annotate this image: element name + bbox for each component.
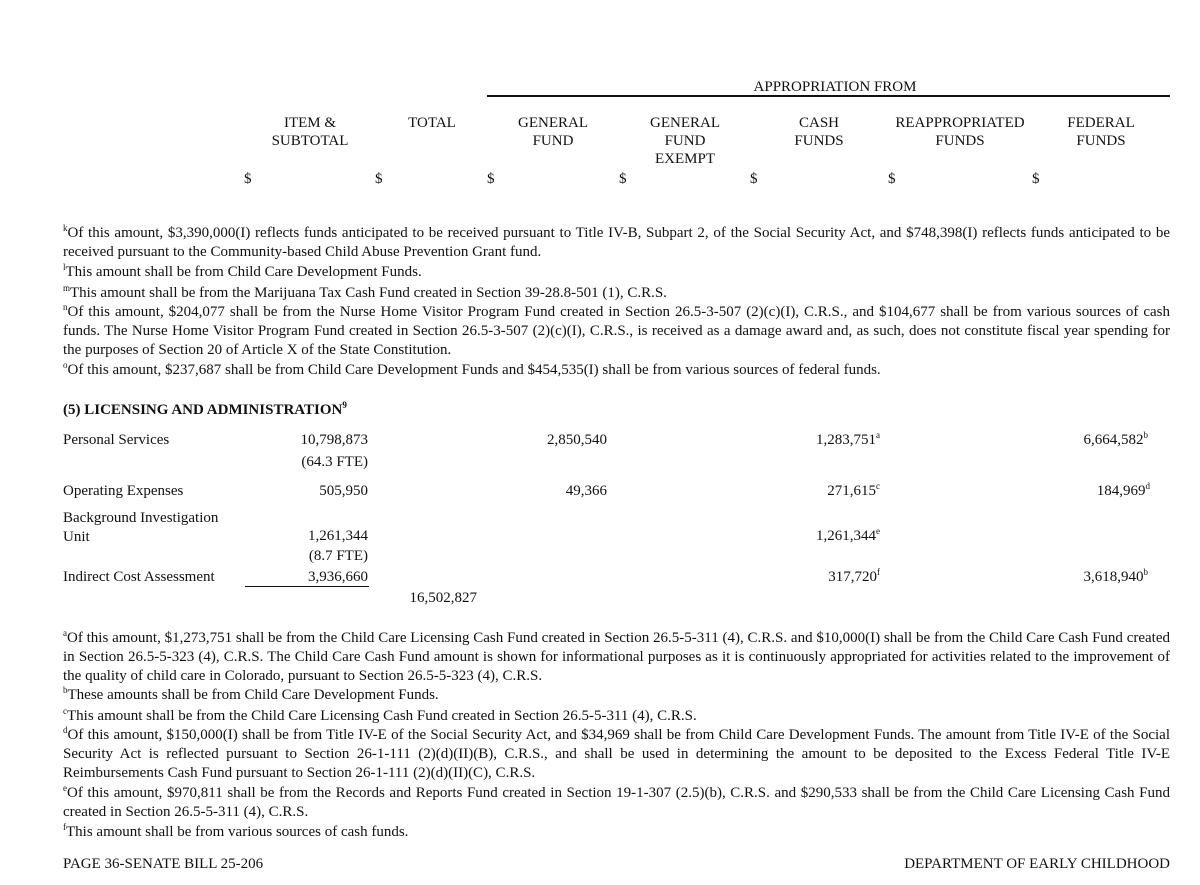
footnote-mark: k	[63, 223, 68, 233]
col-header-federal-funds	[1056, 114, 1146, 150]
general-fund-value: 2,850,540	[547, 432, 607, 448]
col-header-total	[392, 114, 472, 132]
subtotal-rule	[245, 586, 369, 587]
item-value: 3,936,660	[308, 569, 368, 585]
section-title-mark: 9	[342, 400, 347, 410]
footnote-c	[63, 707, 1170, 726]
footnote-text: Of this amount, $237,687 shall be from Child Care Development Funds and $454,535(I) shall be from various sources of federal funds.	[67, 362, 881, 378]
cash-mark: e	[876, 526, 880, 536]
appropriation-from-heading: APPROPRIATION FROM	[753, 79, 917, 95]
federal-funds-value	[1040, 482, 1150, 501]
footnote-m	[63, 284, 1170, 303]
footnote-mark: l	[63, 262, 66, 272]
cash-amount: 1,261,344	[816, 528, 876, 544]
item-value: 10,798,873	[300, 432, 368, 448]
footnote-mark: d	[63, 725, 68, 735]
footnote-mark: o	[63, 360, 68, 370]
header-line: GENERAL	[650, 115, 720, 131]
row-label-background-investigation	[63, 509, 218, 547]
footnote-text: This amount shall be from various sources of cash funds.	[66, 824, 409, 840]
footnote-mark: c	[63, 706, 67, 716]
header-line: FUNDS	[1076, 133, 1126, 149]
header-line: REAPPROPRIATED	[895, 115, 1025, 131]
section-title	[63, 401, 347, 420]
fte-value: (8.7 FTE)	[308, 548, 368, 564]
row-label-line: Background Investigation	[63, 510, 219, 526]
cash-funds-value	[760, 527, 880, 546]
header-line: FUNDS	[935, 133, 985, 149]
fte-value: (64.3 FTE)	[301, 454, 368, 470]
footnote-f	[63, 823, 1170, 842]
cash-amount: 317,720	[828, 569, 877, 585]
header-line: GENERAL	[518, 115, 588, 131]
header-line: CASH	[798, 115, 839, 131]
cash-amount: 271,615	[827, 483, 876, 499]
cash-mark: c	[876, 481, 880, 491]
header-line: FUND	[532, 133, 574, 149]
footnote-text: Of this amount, $150,000(I) shall be from Title IV-E of the Social Security Act, and $34,969 shall be from Child Care Development Funds. The amount from Title IV-E of the Social Security Act is reflected pursuant to Section 26-1-111 (2)(d)(II)(B), C.R.S., and shall be used in determining the amount to be deposited to the Excess Federal Title IV-E Reimbursements Cash Fund pursuant to Section 26-1-111 (2)(d)(II)(C), C.R.S.	[63, 727, 1170, 781]
row-label-indirect-cost-assessment: Indirect Cost Assessment	[63, 569, 215, 585]
header-line: FUNDS	[794, 133, 844, 149]
item-value: 505,950	[319, 483, 368, 499]
footnote-mark: n	[63, 302, 68, 312]
federal-mark: b	[1143, 567, 1148, 577]
section-total: 16,502,827	[409, 590, 477, 606]
col-header-general-fund-exempt	[635, 114, 735, 168]
footnote-e	[63, 784, 1170, 822]
footnote-a	[63, 629, 1170, 686]
footnote-text: This amount shall be from the Child Care Licensing Cash Fund created in Section 26.5-5-311 (4), C.R.S.	[67, 708, 697, 724]
dollar-sign: $	[619, 171, 627, 187]
section-title-text: (5) LICENSING AND ADMINISTRATION	[63, 402, 343, 418]
footnote-text: These amounts shall be from Child Care Development Funds.	[67, 687, 439, 703]
footnote-mark: a	[63, 628, 67, 638]
footnote-mark: f	[63, 822, 66, 832]
dollar-sign: $	[487, 171, 495, 187]
appropriation-rule	[487, 95, 1170, 97]
col-header-reappropriated-funds	[885, 114, 1035, 150]
footnote-text: This amount shall be from Child Care Development Funds.	[65, 264, 422, 280]
footnote-text: This amount shall be from the Marijuana Tax Cash Fund created in Section 39-28.8-501 (1), C.R.S.	[70, 285, 667, 301]
dollar-sign: $	[888, 171, 896, 187]
federal-amount: 6,664,582	[1083, 432, 1144, 448]
cash-funds-value	[760, 482, 880, 501]
cash-mark: f	[877, 567, 880, 577]
col-header-general-fund	[503, 114, 603, 150]
cash-amount: 1,283,751	[816, 432, 876, 448]
item-value: 1,261,344	[308, 528, 368, 544]
footnote-text: Of this amount, $3,390,000(I) reflects funds anticipated to be received pursuant to Title IV-B, Subpart 2, of the Social Security Act, and $748,398(I) reflects funds anticipated to be received pursuant to the Community-based Child Abuse Prevention Grant fund.	[63, 225, 1170, 260]
footnote-mark: e	[63, 783, 67, 793]
federal-amount: 184,969	[1096, 483, 1146, 499]
footer-department: DEPARTMENT OF EARLY CHILDHOOD	[904, 856, 1170, 872]
footnote-n	[63, 303, 1170, 360]
dollar-sign: $	[375, 171, 383, 187]
header-line: FEDERAL	[1067, 115, 1135, 131]
footnote-text: Of this amount, $970,811 shall be from the Records and Reports Fund created in Section 19-1-307 (2.5)(b), C.R.S. and $290,533 shall be from the Child Care Licensing Cash Fund created in Section 26.5-5-311 (4), C.R.S.	[63, 785, 1170, 820]
header-line: EXEMPT	[655, 151, 715, 167]
dollar-sign: $	[1032, 171, 1040, 187]
general-fund-value: 49,366	[565, 483, 607, 499]
footnote-l	[63, 263, 1170, 282]
federal-mark: d	[1145, 481, 1150, 491]
footnote-mark: m	[63, 283, 71, 293]
footnote-o	[63, 361, 1170, 380]
col-header-item-subtotal	[250, 114, 370, 150]
footnote-k	[63, 224, 1170, 262]
cash-funds-value	[760, 568, 880, 587]
header-line: ITEM &	[283, 115, 337, 131]
header-line: FUND	[664, 133, 706, 149]
row-label-operating-expenses: Operating Expenses	[63, 483, 184, 499]
row-label-line: Unit	[63, 529, 90, 545]
row-label-personal-services: Personal Services	[63, 432, 170, 448]
dollar-sign: $	[750, 171, 758, 187]
cash-mark: a	[876, 430, 880, 440]
footnote-text: Of this amount, $204,077 shall be from the Nurse Home Visitor Program Fund created in Section 26.5-3-507 (2)(c)(I), C.R.S., and $104,677 shall be from various sources of cash funds. The Nurse Home Visitor Program Fund created in Section 26.5-3-507 (2)(c)(I), C.R.S., is received as a damage award and, as such, does not constitute fiscal year spending for the purposes of Section 20 of Article X of the State Constitution.	[63, 304, 1170, 358]
footnote-text: Of this amount, $1,273,751 shall be from the Child Care Licensing Cash Fund created in Section 26.5-5-311 (4), C.R.S. and $10,000(I) shall be from the Child Care Cash Fund created in Section 26.5-5-323 (4), C.R.S. The Child Care Cash Fund amount is shown for informational purposes as it is continuously appropriated for activities related to the improvement of the quality of child care in Colorado, pursuant to Section 26.5-5-323 (4), C.R.S.	[63, 630, 1170, 684]
federal-funds-value	[1040, 431, 1148, 450]
footnote-d	[63, 726, 1170, 783]
header-line: SUBTOTAL	[271, 133, 349, 149]
federal-funds-value	[1040, 568, 1148, 587]
header-line: TOTAL	[408, 115, 456, 131]
footnote-mark: b	[63, 685, 68, 695]
cash-funds-value	[760, 431, 880, 450]
col-header-cash-funds	[779, 114, 859, 150]
footer-page-label: PAGE 36-SENATE BILL 25-206	[63, 856, 264, 872]
federal-mark: b	[1143, 430, 1148, 440]
footnote-b	[63, 686, 1170, 705]
dollar-sign: $	[244, 171, 252, 187]
federal-amount: 3,618,940	[1083, 569, 1144, 585]
